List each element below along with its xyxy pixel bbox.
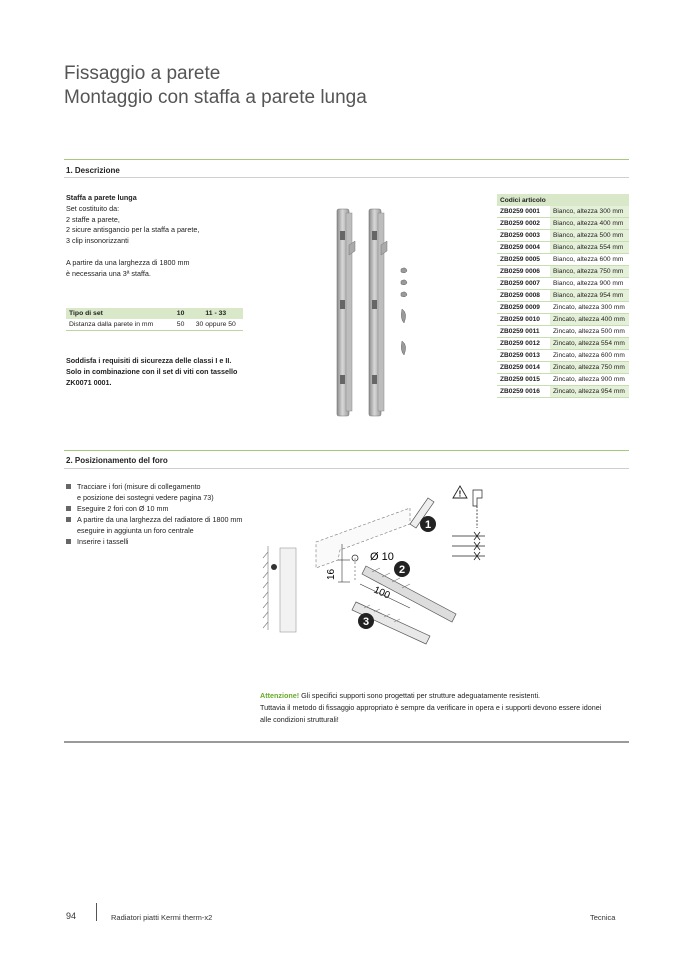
page-number: 94 bbox=[66, 911, 77, 921]
utility-lines-icon bbox=[452, 532, 485, 560]
fixing-dot bbox=[271, 564, 277, 570]
code-cell: ZB0259 0003 bbox=[497, 230, 550, 242]
table-row bbox=[497, 218, 629, 230]
set-line: 2 staffe a parete, bbox=[66, 214, 120, 224]
desc-cell: Bianco, altezza 900 mm bbox=[550, 278, 629, 290]
steps-list bbox=[66, 481, 266, 547]
code-cell: ZB0259 0008 bbox=[497, 290, 550, 302]
code-cell: ZB0259 0012 bbox=[497, 338, 550, 350]
desc-cell: Zincato, altezza 500 mm bbox=[550, 326, 629, 338]
desc-cell: Zincato, altezza 554 mm bbox=[550, 338, 629, 350]
article-codes-table bbox=[497, 194, 629, 398]
table-row bbox=[497, 278, 629, 290]
desc-cell: Zincato, altezza 750 mm bbox=[550, 362, 629, 374]
table-row bbox=[497, 326, 629, 338]
radiator-side bbox=[280, 548, 296, 632]
wall-panel bbox=[316, 508, 410, 568]
table-row bbox=[497, 266, 629, 278]
note-line: A partire da una larghezza di 1800 mm bbox=[66, 257, 190, 267]
step-text-cont: e posizione dei sostegni vedere pagina 73) bbox=[77, 493, 214, 502]
footer-category: Tecnica bbox=[590, 913, 616, 922]
set-type-cell: 30 oppure 50 bbox=[189, 319, 243, 331]
footer-product: Radiatori piatti Kermi therm-x2 bbox=[111, 913, 213, 922]
desc-cell: Zincato, altezza 300 mm bbox=[550, 302, 629, 314]
step-text-cont: eseguire in aggiunta un foro centrale bbox=[77, 526, 194, 535]
attention-line: Gli specifici supporti sono progettati per strutture adeguatamente resistenti. bbox=[301, 691, 541, 700]
section1-top-rule bbox=[64, 159, 629, 160]
svg-text:!: ! bbox=[458, 489, 462, 499]
bracket-left bbox=[337, 209, 355, 416]
list-item bbox=[66, 481, 266, 503]
table-row bbox=[497, 374, 629, 386]
list-item bbox=[66, 503, 266, 514]
code-cell: ZB0259 0006 bbox=[497, 266, 550, 278]
table-row bbox=[497, 242, 629, 254]
desc-cell: Bianco, altezza 600 mm bbox=[550, 254, 629, 266]
page-title-line2: Montaggio con staffa a parete lunga bbox=[64, 87, 367, 108]
set-type-header-row bbox=[66, 308, 243, 319]
set-line: Set costituito da: bbox=[66, 203, 120, 213]
drilling-diagram bbox=[260, 484, 495, 656]
step-text: A partire da una larghezza del radiatore di 1800 mm bbox=[77, 515, 243, 524]
set-line: 3 clip insonorizzanti bbox=[66, 236, 129, 246]
code-cell: ZB0259 0002 bbox=[497, 218, 550, 230]
drill-icon bbox=[473, 490, 482, 506]
set-type-header: 11 - 33 bbox=[189, 308, 243, 319]
desc-cell: Zincato, altezza 400 mm bbox=[550, 314, 629, 326]
codes-header: Codici articolo bbox=[497, 194, 629, 206]
desc-cell: Bianco, altezza 750 mm bbox=[550, 266, 629, 278]
description-block bbox=[66, 193, 266, 279]
safety-line: Soddisfa i requisiti di sicurezza delle classi I e II. bbox=[66, 356, 232, 365]
dim-diameter-label: Ø 10 bbox=[370, 551, 394, 563]
attention-line: Tuttavia il metodo di fissaggio appropriato è sempre da verificare in opera e i supporti devono essere idonei bbox=[260, 703, 602, 712]
code-cell: ZB0259 0015 bbox=[497, 374, 550, 386]
section1-divider bbox=[64, 177, 629, 178]
table-row bbox=[497, 206, 629, 218]
section2-divider bbox=[64, 468, 629, 469]
section2-title: 2. Posizionamento del foro bbox=[66, 456, 168, 465]
section-end-rule bbox=[64, 741, 629, 743]
desc-cell: Bianco, altezza 300 mm bbox=[550, 206, 629, 218]
desc-cell: Bianco, altezza 400 mm bbox=[550, 218, 629, 230]
bracket-right bbox=[369, 209, 387, 416]
safety-line: Solo in combinazione con il set di viti con tassello bbox=[66, 366, 238, 376]
footer-divider bbox=[96, 903, 97, 921]
set-type-header: Tipo di set bbox=[66, 308, 173, 319]
table-row bbox=[497, 314, 629, 326]
section1-title: 1. Descrizione bbox=[66, 166, 120, 175]
step-text: Eseguire 2 fori con Ø 10 mm bbox=[77, 504, 169, 513]
set-type-row bbox=[66, 319, 243, 331]
attention-note bbox=[260, 690, 630, 726]
product-title: Staffa a parete lunga bbox=[66, 193, 137, 202]
set-line: 2 sicure antisgancio per la staffa a parete, bbox=[66, 225, 200, 235]
code-cell: ZB0259 0001 bbox=[497, 206, 550, 218]
wall-hatch bbox=[263, 546, 268, 630]
section2-top-rule bbox=[64, 450, 629, 451]
desc-cell: Bianco, altezza 954 mm bbox=[550, 290, 629, 302]
desc-cell: Zincato, altezza 600 mm bbox=[550, 350, 629, 362]
table-row bbox=[497, 230, 629, 242]
code-cell: ZB0259 0005 bbox=[497, 254, 550, 266]
clip-parts bbox=[401, 268, 407, 355]
code-cell: ZB0259 0007 bbox=[497, 278, 550, 290]
table-row bbox=[497, 254, 629, 266]
code-cell: ZB0259 0014 bbox=[497, 362, 550, 374]
codes-header-row bbox=[497, 194, 629, 206]
step-text: Tracciare i fori (misure di collegamento bbox=[77, 482, 201, 491]
code-cell: ZB0259 0004 bbox=[497, 242, 550, 254]
table-row bbox=[497, 290, 629, 302]
step-2-label: 2 bbox=[398, 564, 406, 576]
set-type-cell: Distanza dalla parete in mm bbox=[66, 319, 173, 331]
wall-bracket-image bbox=[325, 205, 415, 420]
dim-100-label: 100 bbox=[371, 584, 392, 602]
set-type-cell: 50 bbox=[173, 319, 189, 331]
table-row bbox=[497, 386, 629, 398]
dim-16-label: 16 bbox=[326, 568, 337, 580]
set-type-table bbox=[66, 308, 243, 331]
page-title-line1: Fissaggio a parete bbox=[64, 63, 221, 84]
table-row bbox=[497, 362, 629, 374]
list-item bbox=[66, 514, 266, 536]
code-cell: ZB0259 0016 bbox=[497, 386, 550, 398]
note-line: è necessaria una 3ª staffa. bbox=[66, 268, 151, 278]
safety-line: ZK0071 0001. bbox=[66, 377, 112, 387]
code-cell: ZB0259 0013 bbox=[497, 350, 550, 362]
desc-cell: Bianco, altezza 500 mm bbox=[550, 230, 629, 242]
desc-cell: Zincato, altezza 900 mm bbox=[550, 374, 629, 386]
table-row bbox=[497, 338, 629, 350]
table-row bbox=[497, 302, 629, 314]
list-item bbox=[66, 536, 266, 547]
desc-cell: Bianco, altezza 554 mm bbox=[550, 242, 629, 254]
desc-cell: Zincato, altezza 954 mm bbox=[550, 386, 629, 398]
attention-label: Attenzione! bbox=[260, 691, 300, 700]
step-1-label: 1 bbox=[424, 519, 432, 531]
code-cell: ZB0259 0011 bbox=[497, 326, 550, 338]
set-type-header: 10 bbox=[173, 308, 189, 319]
code-cell: ZB0259 0010 bbox=[497, 314, 550, 326]
safety-note bbox=[66, 356, 306, 388]
code-cell: ZB0259 0009 bbox=[497, 302, 550, 314]
table-row bbox=[497, 350, 629, 362]
attention-line: alle condizioni strutturali! bbox=[260, 715, 339, 724]
step-3-label: 3 bbox=[362, 616, 370, 628]
step-text: Inserire i tasselli bbox=[77, 537, 129, 546]
